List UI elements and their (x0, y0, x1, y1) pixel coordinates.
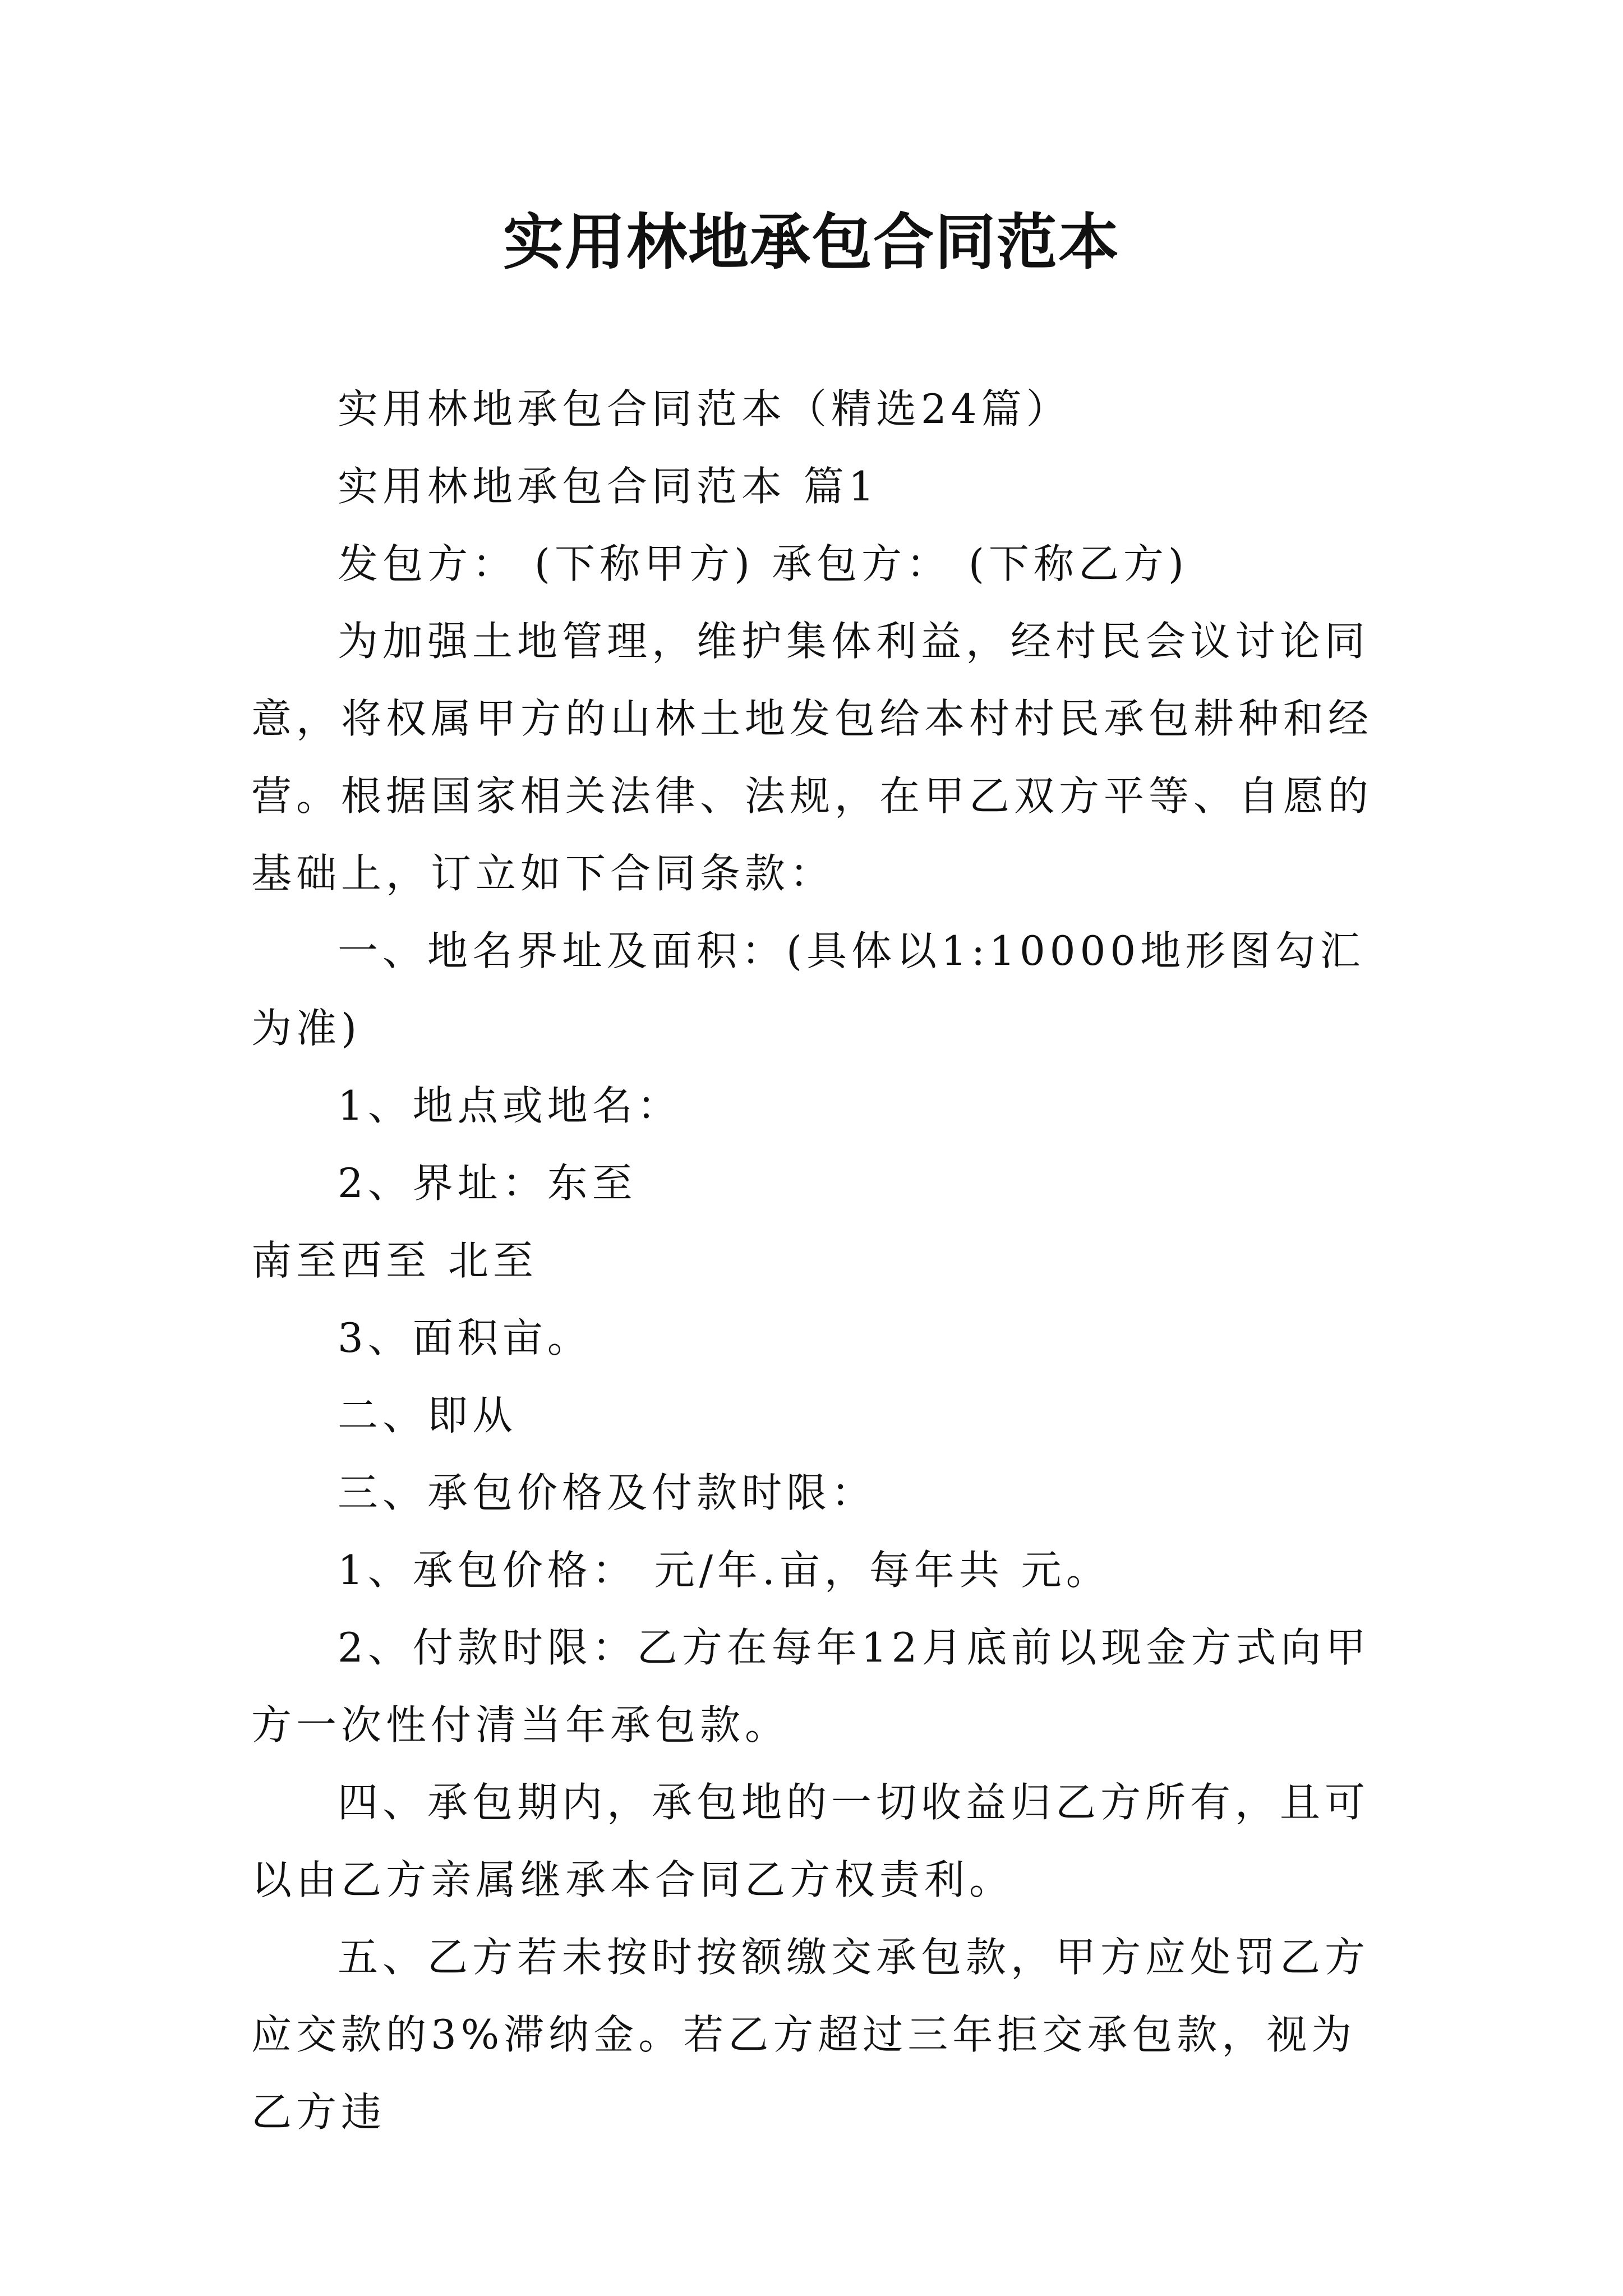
paragraph-subtitle: 实用林地承包合同范本（精选24篇） (338, 385, 1071, 432)
paragraph-price: 1、承包价格： 元/年.亩，每年共 元。 (338, 1547, 1111, 1594)
paragraph-clause-3: 三、承包价格及付款时限： (338, 1469, 877, 1516)
document-title: 实用林地承包合同范本 (502, 208, 1120, 278)
paragraph-clause-2: 二、即从 (338, 1392, 518, 1439)
paragraph-location: 1、地点或地名： (338, 1082, 682, 1129)
paragraph-preamble: 为加强土地管理，维护集体利益，经村民会议讨论同意，将权属甲方的山林土地发包给本村村民承包耕种和经营。根据国家相关法律、法规，在甲乙双方平等、自愿的基础上，订立如下合同条款： (251, 618, 1373, 897)
paragraph-boundary-continued: 南至西至 北至 (251, 1237, 538, 1284)
paragraph-parties: 发包方： (下称甲方) 承包方： (下称乙方) (338, 540, 1189, 587)
document-body (251, 370, 1373, 2151)
paragraph-area: 3、面积亩。 (338, 1314, 592, 1361)
paragraph-payment-deadline: 2、付款时限：乙方在每年12月底前以现金方式向甲方一次性付清当年承包款。 (251, 1624, 1371, 1749)
paragraph-boundary: 2、界址：东至 (338, 1159, 637, 1207)
paragraph-clause-5: 五、乙方若未按时按额缴交承包款，甲方应处罚乙方应交款的3%滞纳金。若乙方超过三年拒交承包款，视为乙方违 (251, 1934, 1370, 2136)
paragraph-section-heading: 实用林地承包合同范本 篇1 (338, 463, 879, 510)
paragraph-clause-4: 四、承包期内，承包地的一切收益归乙方所有，且可以由乙方亲属继承本合同乙方权责利。 (251, 1779, 1370, 1903)
paragraph-clause-1: 一、地名界址及面积：(具体以1:10000地形图勾汇为准) (251, 927, 1365, 1052)
